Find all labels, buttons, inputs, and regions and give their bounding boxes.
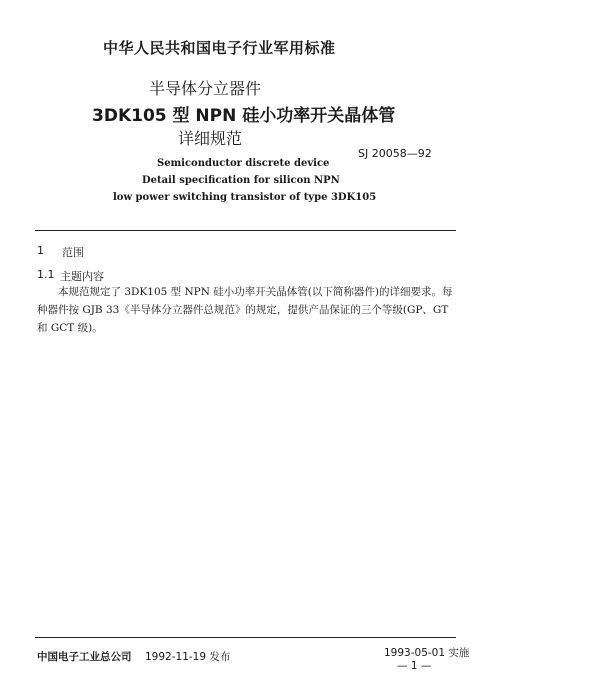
bottom-divider xyxy=(35,637,456,638)
implementation-date: 1993-05-01 实施 xyxy=(384,647,470,659)
subsection-number: 1.1 xyxy=(37,268,55,281)
issuer: 中国电子工业总公司 xyxy=(37,651,132,663)
standard-category-heading: 中华人民共和国电子行业军用标准 xyxy=(103,39,336,57)
top-divider xyxy=(35,230,456,231)
section-title: 范围 xyxy=(62,246,84,259)
document-title-line-3: 详细规范 xyxy=(178,129,243,148)
issue-date: 1992-11-19 发布 xyxy=(145,651,231,663)
document-title-line-1: 半导体分立器件 xyxy=(149,79,262,98)
subsection-title: 主题内容 xyxy=(60,270,104,283)
standard-code: SJ 20058—92 xyxy=(358,147,432,160)
section-number: 1 xyxy=(37,244,44,257)
subsection-paragraph: 本规范规定了 3DK105 型 NPN 硅小功率开关晶体管(以下简称器件)的详细要求。每种器件按 GJB 33《半导体分立器件总规范》的规定，提供产品保证的三个等级(GP、GT 和 GCT 级)。 xyxy=(37,286,453,334)
english-title-line-2: Detail specification for silicon NPN xyxy=(142,175,340,186)
page-number: — 1 — xyxy=(397,660,432,672)
english-title-line-1: Semiconductor discrete device xyxy=(157,158,330,169)
document-title-line-2: 3DK105 型 NPN 硅小功率开关晶体管 xyxy=(92,106,396,126)
english-title-line-3: low power switching transistor of type 3DK105 xyxy=(113,192,377,203)
